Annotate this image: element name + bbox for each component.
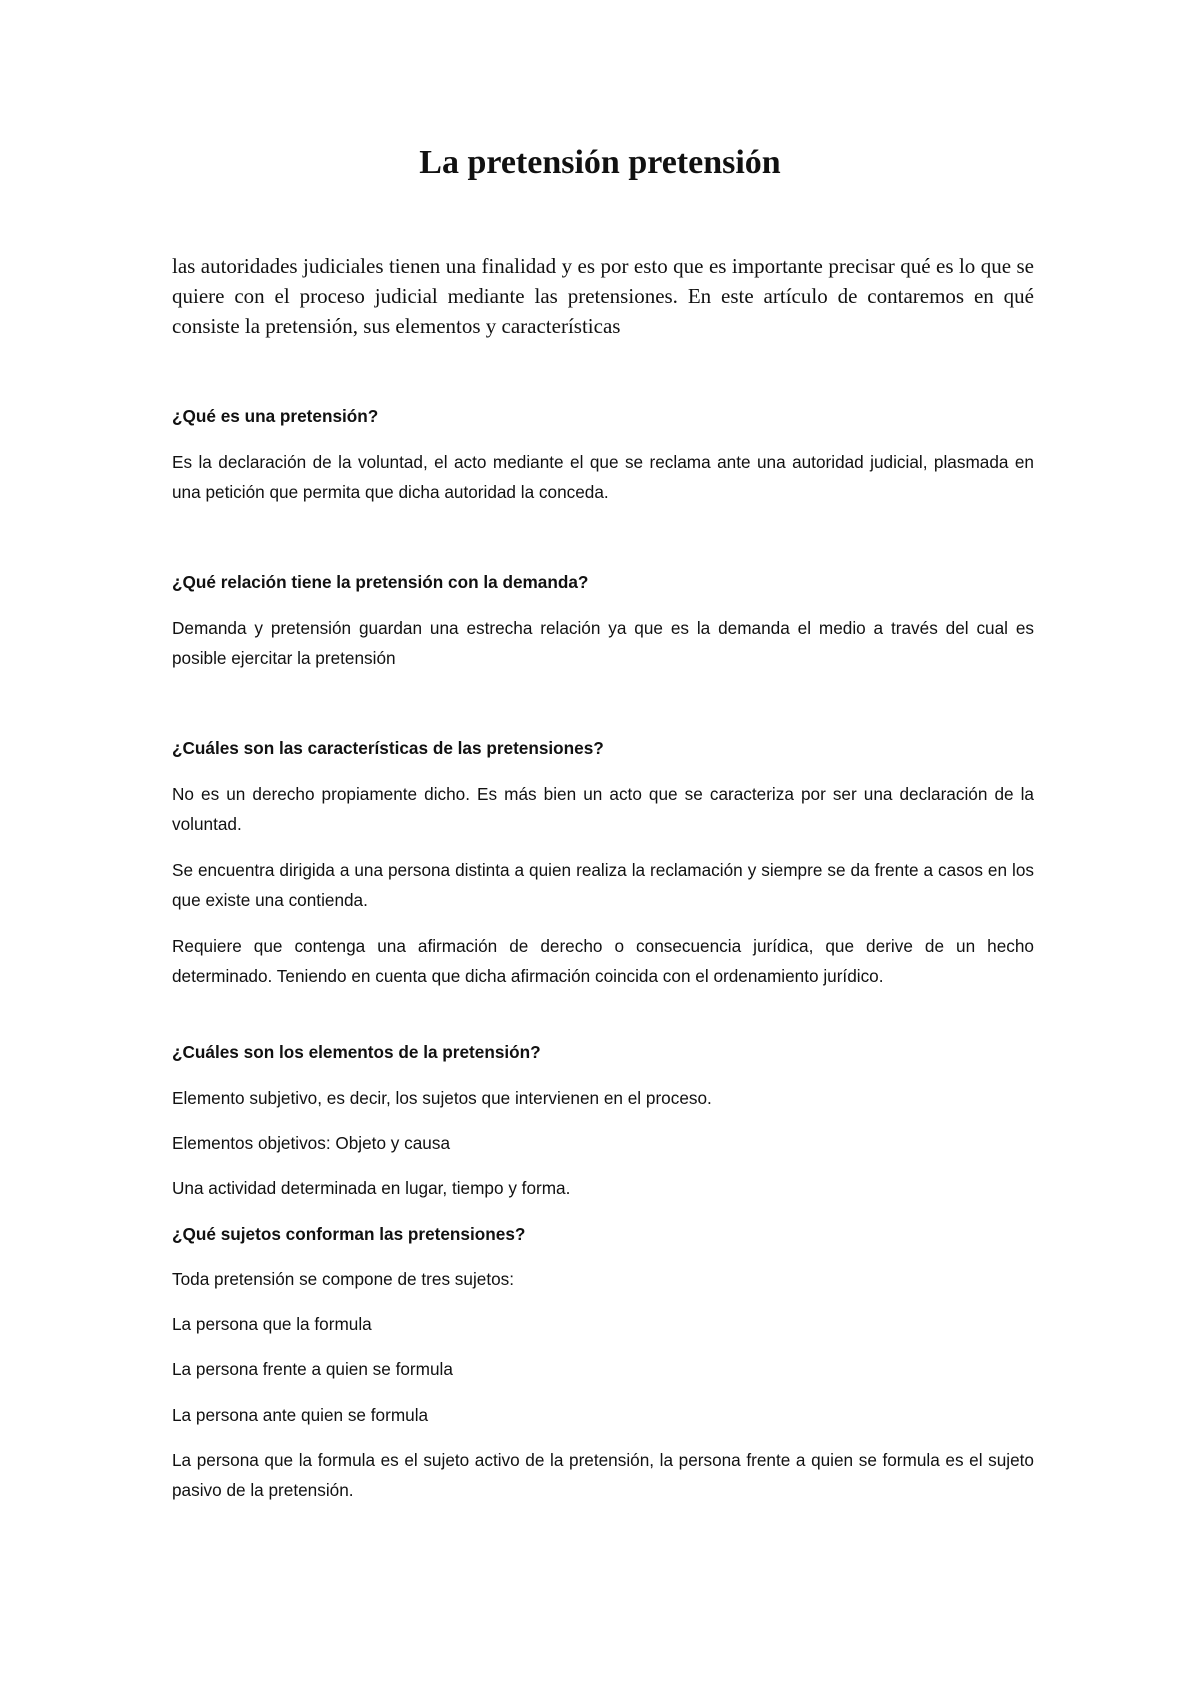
list-item-sujeto-1: La persona que la formula [172, 1314, 372, 1334]
paragraph-relacion-demanda: Demanda y pretensión guardan una estrecha relación ya que es la demanda el medio a través del cual es posible ejercitar la pretensión [172, 618, 1034, 668]
list-item-sujeto-2: La persona frente a quien se formula [172, 1359, 453, 1379]
paragraph-elemento-1: Elemento subjetivo, es decir, los sujetos que intervienen en el proceso. [172, 1088, 712, 1108]
paragraph-caracteristica-1: No es un derecho propiamente dicho. Es más bien un acto que se caracteriza por ser una declaración de la voluntad. [172, 784, 1034, 834]
intro-paragraph: las autoridades judiciales tienen una finalidad y es por esto que es importante precisar qué es lo que se quiere con el proceso judicial mediante las pretensiones. En este artículo de contaremos en qué consiste la pretensión, sus elementos y características [172, 254, 1034, 338]
paragraph-caracteristica-3: Requiere que contenga una afirmación de derecho o consecuencia jurídica, que derive de un hecho determinado. Teniendo en cuenta que dicha afirmación coincida con el ordenamiento jurídico. [172, 936, 1034, 986]
paragraph-sujetos-conclusion: La persona que la formula es el sujeto activo de la pretensión, la persona frente a quien se formula es el sujeto pasivo de la pretensión. [172, 1450, 1034, 1500]
section-heading-caracteristicas: ¿Cuáles son las características de las pretensiones? [172, 738, 604, 758]
list-item-sujeto-3: La persona ante quien se formula [172, 1405, 429, 1425]
section-heading-elementos: ¿Cuáles son los elementos de la pretensión? [172, 1042, 541, 1062]
section-heading-sujetos: ¿Qué sujetos conforman las pretensiones? [172, 1224, 526, 1244]
paragraph-elemento-2: Elementos objetivos: Objeto y causa [172, 1133, 451, 1153]
document-title: La pretensión pretensión [419, 144, 781, 181]
paragraph-caracteristica-2: Se encuentra dirigida a una persona distinta a quien realiza la reclamación y siempre se da frente a casos en los que existe una contienda. [172, 860, 1034, 910]
paragraph-sujetos-intro: Toda pretensión se compone de tres sujetos: [172, 1269, 515, 1289]
section-heading-relacion-demanda: ¿Qué relación tiene la pretensión con la demanda? [172, 572, 589, 592]
paragraph-definicion: Es la declaración de la voluntad, el acto mediante el que se reclama ante una autoridad judicial, plasmada en una petición que permita que dicha autoridad la conceda. [172, 452, 1034, 502]
section-heading-que-es: ¿Qué es una pretensión? [172, 406, 379, 426]
paragraph-elemento-3: Una actividad determinada en lugar, tiempo y forma. [172, 1178, 571, 1198]
